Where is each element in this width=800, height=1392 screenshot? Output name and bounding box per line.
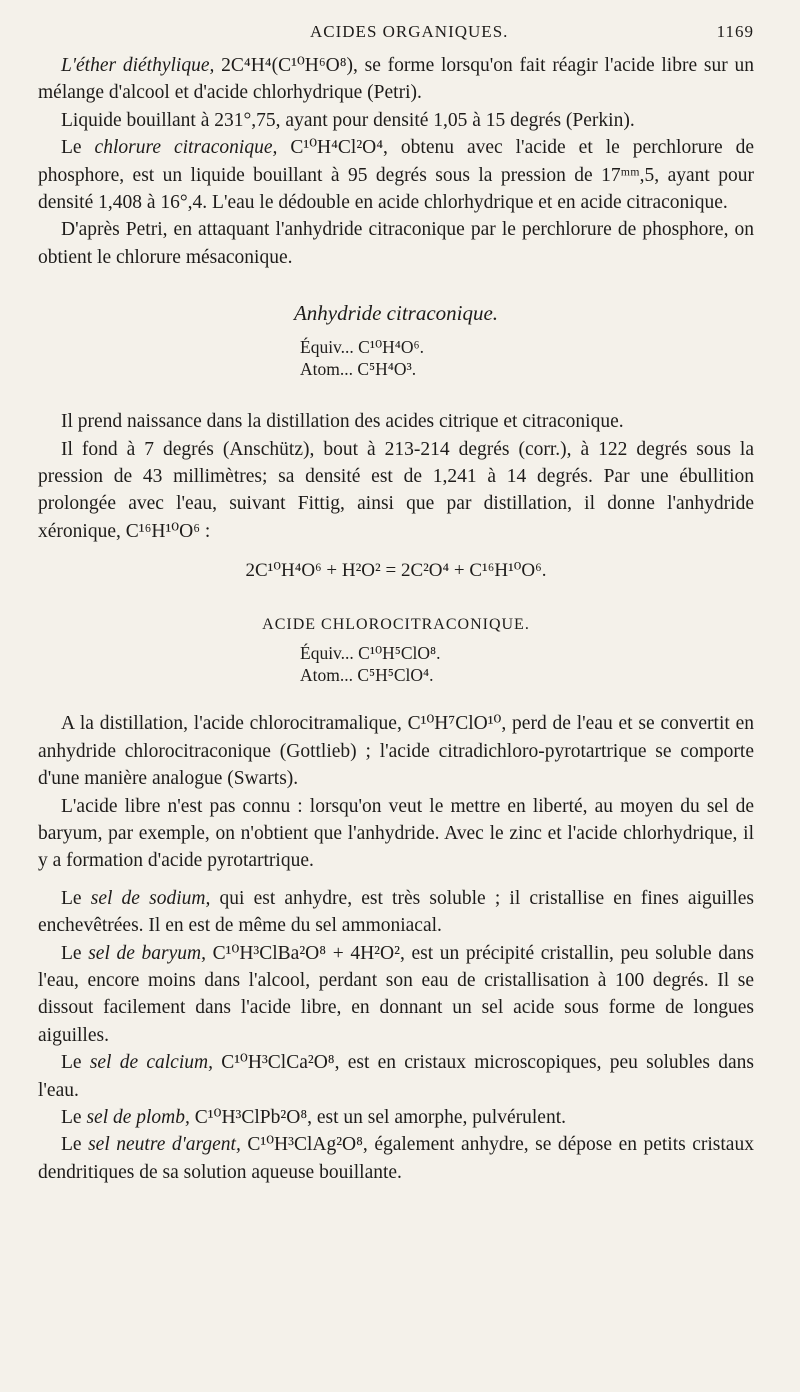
equiv-row bbox=[300, 642, 754, 664]
term: sel neutre d'argent, bbox=[88, 1134, 241, 1156]
term: sel de sodium, bbox=[90, 887, 211, 909]
paragraph-text: est en cristaux microscopiques, peu solubles dans l'eau. bbox=[38, 1052, 754, 1101]
paragraph-ether bbox=[38, 52, 754, 107]
equiv-label: Équiv... bbox=[300, 337, 354, 358]
atom-value: C⁵H⁴O³. bbox=[357, 359, 417, 380]
prefix: Le bbox=[61, 1106, 87, 1128]
formula: C¹⁰H⁴Cl²O⁴, bbox=[290, 137, 388, 159]
equiv-row bbox=[300, 336, 754, 358]
term: L'éther diéthylique, bbox=[61, 55, 215, 76]
section-heading-chlorocitraconique: ACIDE CHLOROCITRACONIQUE. bbox=[262, 616, 530, 634]
formula: C¹⁰H³ClBa²O⁸ + 4H²O², bbox=[206, 942, 405, 964]
prefix: Le bbox=[61, 942, 89, 964]
atom-row bbox=[300, 358, 754, 380]
formula: C¹⁰H³ClAg²O⁸, bbox=[240, 1134, 368, 1156]
equiv-value: C¹⁰H⁴O⁶. bbox=[358, 337, 424, 358]
paragraph-text: est un précipité cristallin, peu soluble dans l'eau, encore moins dans l'alcool, perdant son eau de cristallisation à 100 degrés. Il se dissout facilement dans l'acide libre, en donnant un sel acide sous forme de longues aiguilles. bbox=[38, 942, 754, 1046]
prefix: Le bbox=[61, 1134, 89, 1156]
term: chlorure citraconique, bbox=[94, 137, 278, 159]
spacer bbox=[38, 875, 754, 885]
paragraph-text: également anhydre, se dépose en petits cristaux dendritiques de sa solution aqueuse bouillante. bbox=[38, 1134, 754, 1183]
paragraph-liquide: Liquide bouillant à 231°,75, ayant pour densité 1,05 à 15 degrés (Perkin). bbox=[61, 109, 635, 131]
prefix: Le bbox=[61, 887, 91, 909]
formula-block-anhydride bbox=[300, 336, 754, 380]
paragraph-text: est un sel amorphe, pulvérulent. bbox=[312, 1106, 566, 1128]
paragraph-fond: Il fond à 7 degrés (Anschütz), bout à 213-214 degrés (corr.), à 122 degrés sous la pression de 43 millimètres; sa densité est de 1,241 à 14 degrés. Par une ébullition prolongée avec l'eau, suivant Fittig, ainsi que par distillation, il donne l'anhydride xéronique, C¹⁶H¹⁰O⁶ : bbox=[38, 438, 754, 542]
prefix: Le bbox=[61, 137, 95, 159]
paragraph-plomb bbox=[38, 1104, 754, 1131]
equiv-label: Équiv... bbox=[300, 643, 354, 664]
paragraph-distillation: A la distillation, l'acide chlorocitramalique, C¹⁰H⁷ClO¹⁰, perd de l'eau et se convertit en anhydride chlorocitraconique (Gottlieb) ; l'acide citradichloro-pyrotartrique se comporte d'une manière analogue (Swarts). bbox=[38, 713, 754, 790]
equiv-value: C¹⁰H⁵ClO⁸. bbox=[358, 643, 441, 664]
prefix: Le bbox=[61, 1052, 90, 1074]
formula: C¹⁰H³ClCa²O⁸, bbox=[212, 1052, 340, 1074]
atom-row bbox=[300, 664, 754, 686]
paragraph-calcium bbox=[38, 1049, 754, 1104]
paragraph-text: qui est anhydre, est très soluble ; il cristallise en fines aiguilles enchevêtrées. Il en est de même du sel ammoniacal. bbox=[38, 887, 755, 937]
paragraph-sodium bbox=[38, 885, 754, 940]
term: sel de baryum, bbox=[88, 942, 207, 964]
running-header bbox=[38, 22, 754, 52]
atom-label: Atom... bbox=[300, 665, 353, 686]
paragraph-text: obtenu avec l'acide et le perchlorure de phosphore, est un liquide bouillant à 95 degrés sous la pression de 17ᵐᵐ,5, ayant pour densité 1,408 à 16°,4. L'eau le dédouble en acide chlorhydrique et en acide citraconique. bbox=[38, 137, 754, 214]
paragraph-argent bbox=[38, 1131, 754, 1186]
page-number: 1169 bbox=[716, 22, 754, 41]
paragraph-petri: D'après Petri, en attaquant l'anhydride citraconique par le perchlorure de phosphore, on obtient le chlorure mésaconique. bbox=[38, 219, 754, 268]
formula: 2C⁴H⁴(C¹⁰H⁶O⁸), bbox=[221, 55, 358, 76]
formula-block-chloro bbox=[300, 642, 754, 686]
chemical-equation: 2C¹⁰H⁴O⁶ + H²O² = 2C²O⁴ + C¹⁶H¹⁰O⁶. bbox=[245, 560, 547, 582]
atom-label: Atom... bbox=[300, 359, 353, 380]
atom-value: C⁵H⁵ClO⁴. bbox=[357, 665, 434, 686]
formula: C¹⁰H³ClPb²O⁸, bbox=[189, 1106, 313, 1128]
term: sel de calcium, bbox=[89, 1052, 213, 1074]
section-heading-anhydride: Anhydride citraconique. bbox=[293, 301, 499, 326]
paragraph-naissance: Il prend naissance dans la distillation des acides citrique et citraconique. bbox=[61, 411, 624, 433]
paragraph-text: se forme lorsqu'on fait réagir l'acide libre sur un mélange d'alcool et d'acide chlorhydrique (Petri). bbox=[38, 55, 755, 104]
paragraph-acide-libre: L'acide libre n'est pas connu : lorsqu'on veut le mettre en liberté, au moyen du sel de baryum, par exemple, on n'obtient que l'anhydride. Avec le zinc et l'acide chlorhydrique, il y a formation d'acide pyrotartrique. bbox=[38, 795, 754, 872]
paragraph-baryum bbox=[38, 940, 754, 1050]
paragraph-chlorure bbox=[38, 134, 754, 216]
term: sel de plomb, bbox=[86, 1106, 190, 1128]
running-title: ACIDES ORGANIQUES. bbox=[310, 22, 509, 41]
book-page bbox=[38, 22, 754, 1186]
